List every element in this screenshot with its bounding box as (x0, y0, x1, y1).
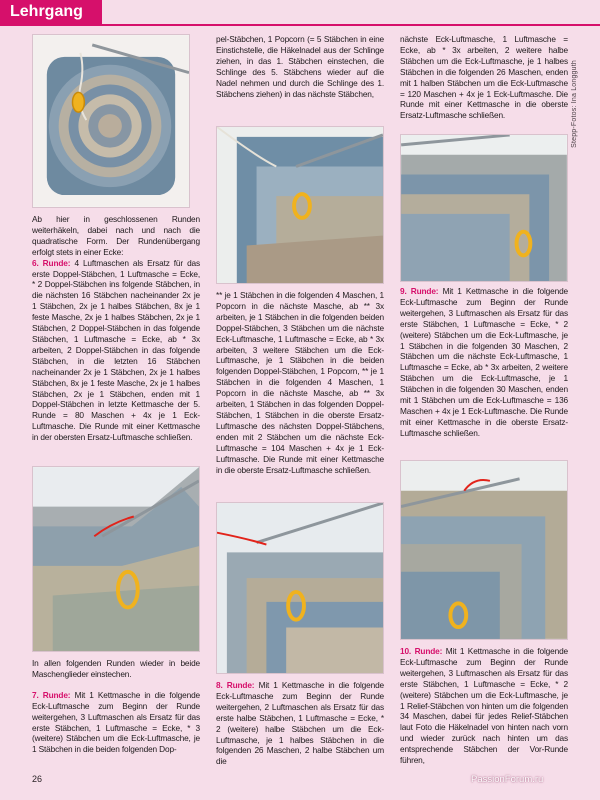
round-6-paragraph (32, 258, 200, 443)
col2-mid-paragraph: ** je 1 Stäbchen in die folgenden 4 Maschen, 1 Popcorn in die nächste Masche, ab ** 3x arbeiten, je 1 Stäbchen in die folgenden beiden Doppel-Stäbchen, 3 Stäbchen um die nächste Eck-Luftmasche, 1 Luftmasche = Ecke, ab * 3x arbeiten, 3 weitere Stäbchen um die Eck-Luftmasche, je 1 Stäbchen in die beiden folgenden Doppel-Stäbchen, 1 Popcorn, ** je 1 Stäbchen in die folgenden 4 Maschen, 1 Popcorn in die nächste Masche, ab ** 3x arbeiten, 1 Stäbchen in das folgenden Doppel-Stäbchen, 1 Stäbchen in die oberste Ersatz-Luftmasche des nächsten Doppel-Stäbchens, enden mit 2 Stäbchen um die nächste Eck-Luftmasche = 104 Maschen + 4x je 1 Eck-Luftmasche. Die Runde mit einer Kettmasche in die oberste Ersatz-Luftmasche schließen. (216, 290, 384, 475)
site-watermark: PassionForum.ru (471, 774, 544, 785)
intro-paragraph: Ab hier in geschlossenen Runden weiterhäkeln, dabei nach und nach die quadratische Form. Der Rundenübergang erfolgt stets in einer Ecke: (32, 214, 200, 257)
text-column-3-mid (400, 286, 568, 439)
photo-step-round-7 (216, 126, 384, 284)
text-column-2-bottom (216, 680, 384, 767)
crochet-corner-image-1 (33, 467, 199, 651)
col2-top-paragraph: pel-Stäbchen, 1 Popcorn (= 5 Stäbchen in eine Einstichstelle, die Häkelnadel aus der Schlinge ziehen, in das 1. Stäbchen einstechen, die Schlinge des 5. Stäbchens wieder auf die Nadel nehmen und durch die Schlinge des 1. Stäbchens ziehen) in das nächste Stäbchen, (216, 34, 384, 99)
round-7-label: 7. Runde: (32, 689, 71, 700)
photo-step-round-9 (400, 134, 568, 282)
round-9-label: 9. Runde: (400, 286, 439, 296)
photo-step-round-6 (32, 466, 200, 652)
crochet-corner-image-4 (401, 135, 567, 281)
text-column-2-mid (216, 290, 384, 475)
col3-top-paragraph: nächste Eck-Luftmasche, 1 Luftmasche = Ecke, ab * 3x arbeiten, 2 weitere halbe Stäbchen um die Eck-Luftmasche, je 1 halbes Stäbchen in die folgenden 26 Maschen, enden mit 1 halben Stäbchen um die Eck-Luftmasche = 120 Maschen + 4x je 1 Eck-Luftmasche. Die Runde mit einer Kettmasche in die oberste Ersatz-Luftmasche schließen. (400, 34, 568, 121)
photo-step-round-10 (400, 460, 568, 640)
text-column-1 (32, 214, 200, 443)
round-9-paragraph (400, 286, 568, 439)
crochet-corner-image-5 (401, 461, 567, 639)
text-column-3-top (400, 34, 568, 121)
round-8-paragraph (216, 680, 384, 767)
round-7-text: Mit 1 Kettmasche in die folgende Eck-Luftmasche zum Beginn der Runde weitergehen, 3 Luftmaschen als Ersatz für das erste Stäbchen, 1 Luftmasche = Ecke, * 3 (weitere) Stäbchen um die Eck-Luftmasche, je 1 Stäbchen in die beiden folgenden Dop- (32, 689, 201, 755)
header-rule (0, 24, 600, 26)
page-number: 26 (32, 774, 43, 784)
note-paragraph: In allen folgenden Runden wieder in beide Maschenglieder einstechen. (32, 658, 200, 679)
photo-step-round-5 (32, 34, 190, 208)
photo-credit: Stepp-Fotos: Ina Longguth (571, 60, 578, 148)
photo-step-round-8 (216, 502, 384, 674)
round-8-label: 8. Runde: (216, 680, 255, 690)
round-9-text: Mit 1 Kettmasche in die folgende Eck-Luftmasche zum Beginn der Runde weitergehen, 3 Luftmaschen als Ersatz für das erste Stäbchen, 1 Luftmasche = Ecke, * 2 (weitere) Stäbchen um die Eck-Luftmasche, je 1 Stäbchen in die folgenden 30 Maschen, 2 Stäbchen um die nächste Eck-Luftmasche, 1 Luftmasche = Ecke, ab * 3x arbeiten, 2 weitere Stäbchen um die Eck-Luftmasche, je 1 Stäbchen in die folgenden 30 Maschen, enden mit 1 Stäbchen um die Eck-Luftmasche = 136 Maschen + 4x je 1 Eck-Luftmasche. Die Runde mit einer Kettmasche in die oberste Ersatz-Luftmasche schließen. (400, 286, 569, 438)
crochet-corner-image-2 (217, 127, 383, 283)
round-7-paragraph (32, 690, 200, 755)
round-10-label: 10. Runde: (400, 646, 443, 656)
crochet-corner-image-3 (217, 503, 383, 673)
round-6-text: 4 Luftmaschen als Ersatz für das erste Doppel-Stäbchen, 1 Luftmasche = Ecke, * 2 Doppel-Stäbchen ins folgende Stäbchen, in die nächsten 16 Stäbchen nacheinander 2x je 1 Stäbchen, 2x je 1 halbes Stäbchen, 8x je 1 feste Masche, 2x je 1 halbes Stäbchen, 2x je 1 Stäbchen, 2 Doppel-Stäbchen in das folgende Stäbchen, 1 Luftmasche = Ecke, ab * 3x arbeiten, 2 Doppel-Stäbchen in das folgende Stäbchen, in die letzten 16 Stäbchen nacheinander 2x je 1 Stäbchen, 2x je 1 halbes Stäbchen, 8x je 1 feste Masche, 2x je 1 halbes Stäbchen, 2x je 1 Stäbchen, enden mit 1 Doppel-Stäbchen in letzte Kettmasche der 5. Runde = 80 Maschen + 4x je 1 Eck-Luftmasche. Die Runde mit einer Kettmasche in der obersten Ersatz-Luftmasche schließen. (32, 257, 201, 443)
round-6-label: 6. Runde: (32, 257, 71, 268)
text-column-1-lower (32, 658, 200, 755)
round-8-text: Mit 1 Kettmasche in die folgende Eck-Luftmasche zum Beginn der Runde weitergehen, 2 Luftmaschen als Ersatz für das erste halbe Stäbchen, 1 Luftmasche = Ecke, * 2 (weitere) halbe Stäbchen um die Eck-Luftmasche, je 1 halbes Stäbchen in die folgenden 26 Maschen, 2 halbe Stäbchen um die (216, 680, 385, 767)
round-10-paragraph (400, 646, 568, 766)
round-10-text: Mit 1 Kettmasche in die folgende Eck-Luftmasche zum Beginn der Runde weitergehen, 3 Luftmaschen als Ersatz für das erste Stäbchen, 1 Luftmasche = Ecke, * 2 (weitere) Stäbchen um die Eck-Luftmasche, je 1 Relief-Stäbchen von hinten um die folgenden 34 Maschen, dabei für jedes Relief-Stäbchen laut Foto die Häkelnadel von hinten nach vorn und wieder zurück nach hinten um das entsprechende Stäbchen der Vor-Runde führen, (400, 646, 568, 766)
text-column-3-bottom (400, 646, 568, 766)
text-column-2-top (216, 34, 384, 99)
crochet-circle-image (33, 35, 189, 207)
section-title: Lehrgang (10, 3, 83, 20)
section-header (0, 0, 102, 24)
